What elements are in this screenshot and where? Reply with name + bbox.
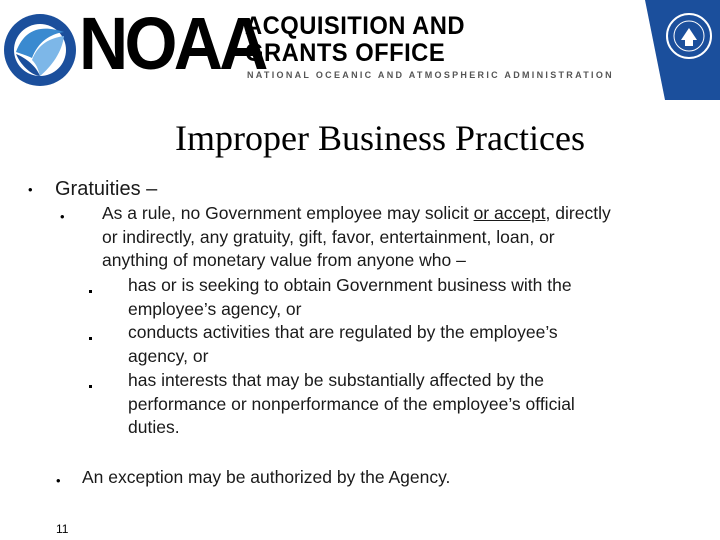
rule-underlined-phrase: or accept bbox=[473, 203, 546, 223]
office-title-line-2: GRANTS OFFICE bbox=[245, 39, 446, 67]
sub-bullet-2 bbox=[128, 321, 558, 368]
bullet-gratuities: Gratuities – bbox=[55, 178, 158, 200]
rule-line-2: or indirectly, any gratuity, gift, favor, entertainment, loan, or bbox=[102, 226, 555, 247]
sub-bullet-1-line-1: has or is seeking to obtain Government business with the bbox=[128, 275, 572, 295]
sub-bullet-3 bbox=[128, 369, 575, 440]
agency-name: NATIONAL OCEANIC AND ATMOSPHERIC ADMINISTRATION bbox=[247, 70, 614, 80]
rule-line-1-start: As a rule, no Government employee may solicit bbox=[102, 203, 474, 223]
commerce-seal-icon bbox=[645, 0, 720, 100]
exception-bullet: An exception may be authorized by the Agency. bbox=[82, 467, 451, 487]
square-bullet bbox=[89, 337, 92, 340]
slide-title: Improper Business Practices bbox=[175, 118, 585, 158]
header-banner bbox=[0, 0, 720, 100]
sub-bullet-3-line-3: duties. bbox=[128, 417, 180, 438]
rule-line-3: anything of monetary value from anyone who – bbox=[102, 250, 466, 271]
rule-paragraph bbox=[102, 202, 611, 273]
noaa-logo-icon bbox=[2, 2, 78, 98]
square-bullet bbox=[89, 385, 92, 388]
sub-bullet-2-line-1: conducts activities that are regulated by the employee’s bbox=[128, 322, 558, 342]
noaa-wordmark: NOAA bbox=[79, 2, 265, 85]
office-title-line-1: ACQUISITION AND bbox=[245, 12, 465, 40]
sub-bullet-3-line-1: has interests that may be substantially affected by the bbox=[128, 370, 545, 390]
page-number: 11 bbox=[56, 522, 69, 536]
bullet-dot: • bbox=[56, 473, 61, 488]
rule-line-1-end: , directly bbox=[545, 203, 611, 223]
square-bullet bbox=[89, 290, 92, 293]
sub-bullet-2-line-2: agency, or bbox=[128, 345, 209, 366]
sub-bullet-3-line-2: performance or nonperformance of the employee’s official bbox=[128, 393, 575, 414]
bullet-dot: • bbox=[28, 182, 33, 197]
sub-bullet-1-line-2: employee’s agency, or bbox=[128, 298, 302, 319]
sub-bullet-1 bbox=[128, 274, 572, 321]
bullet-dot: • bbox=[60, 209, 65, 224]
